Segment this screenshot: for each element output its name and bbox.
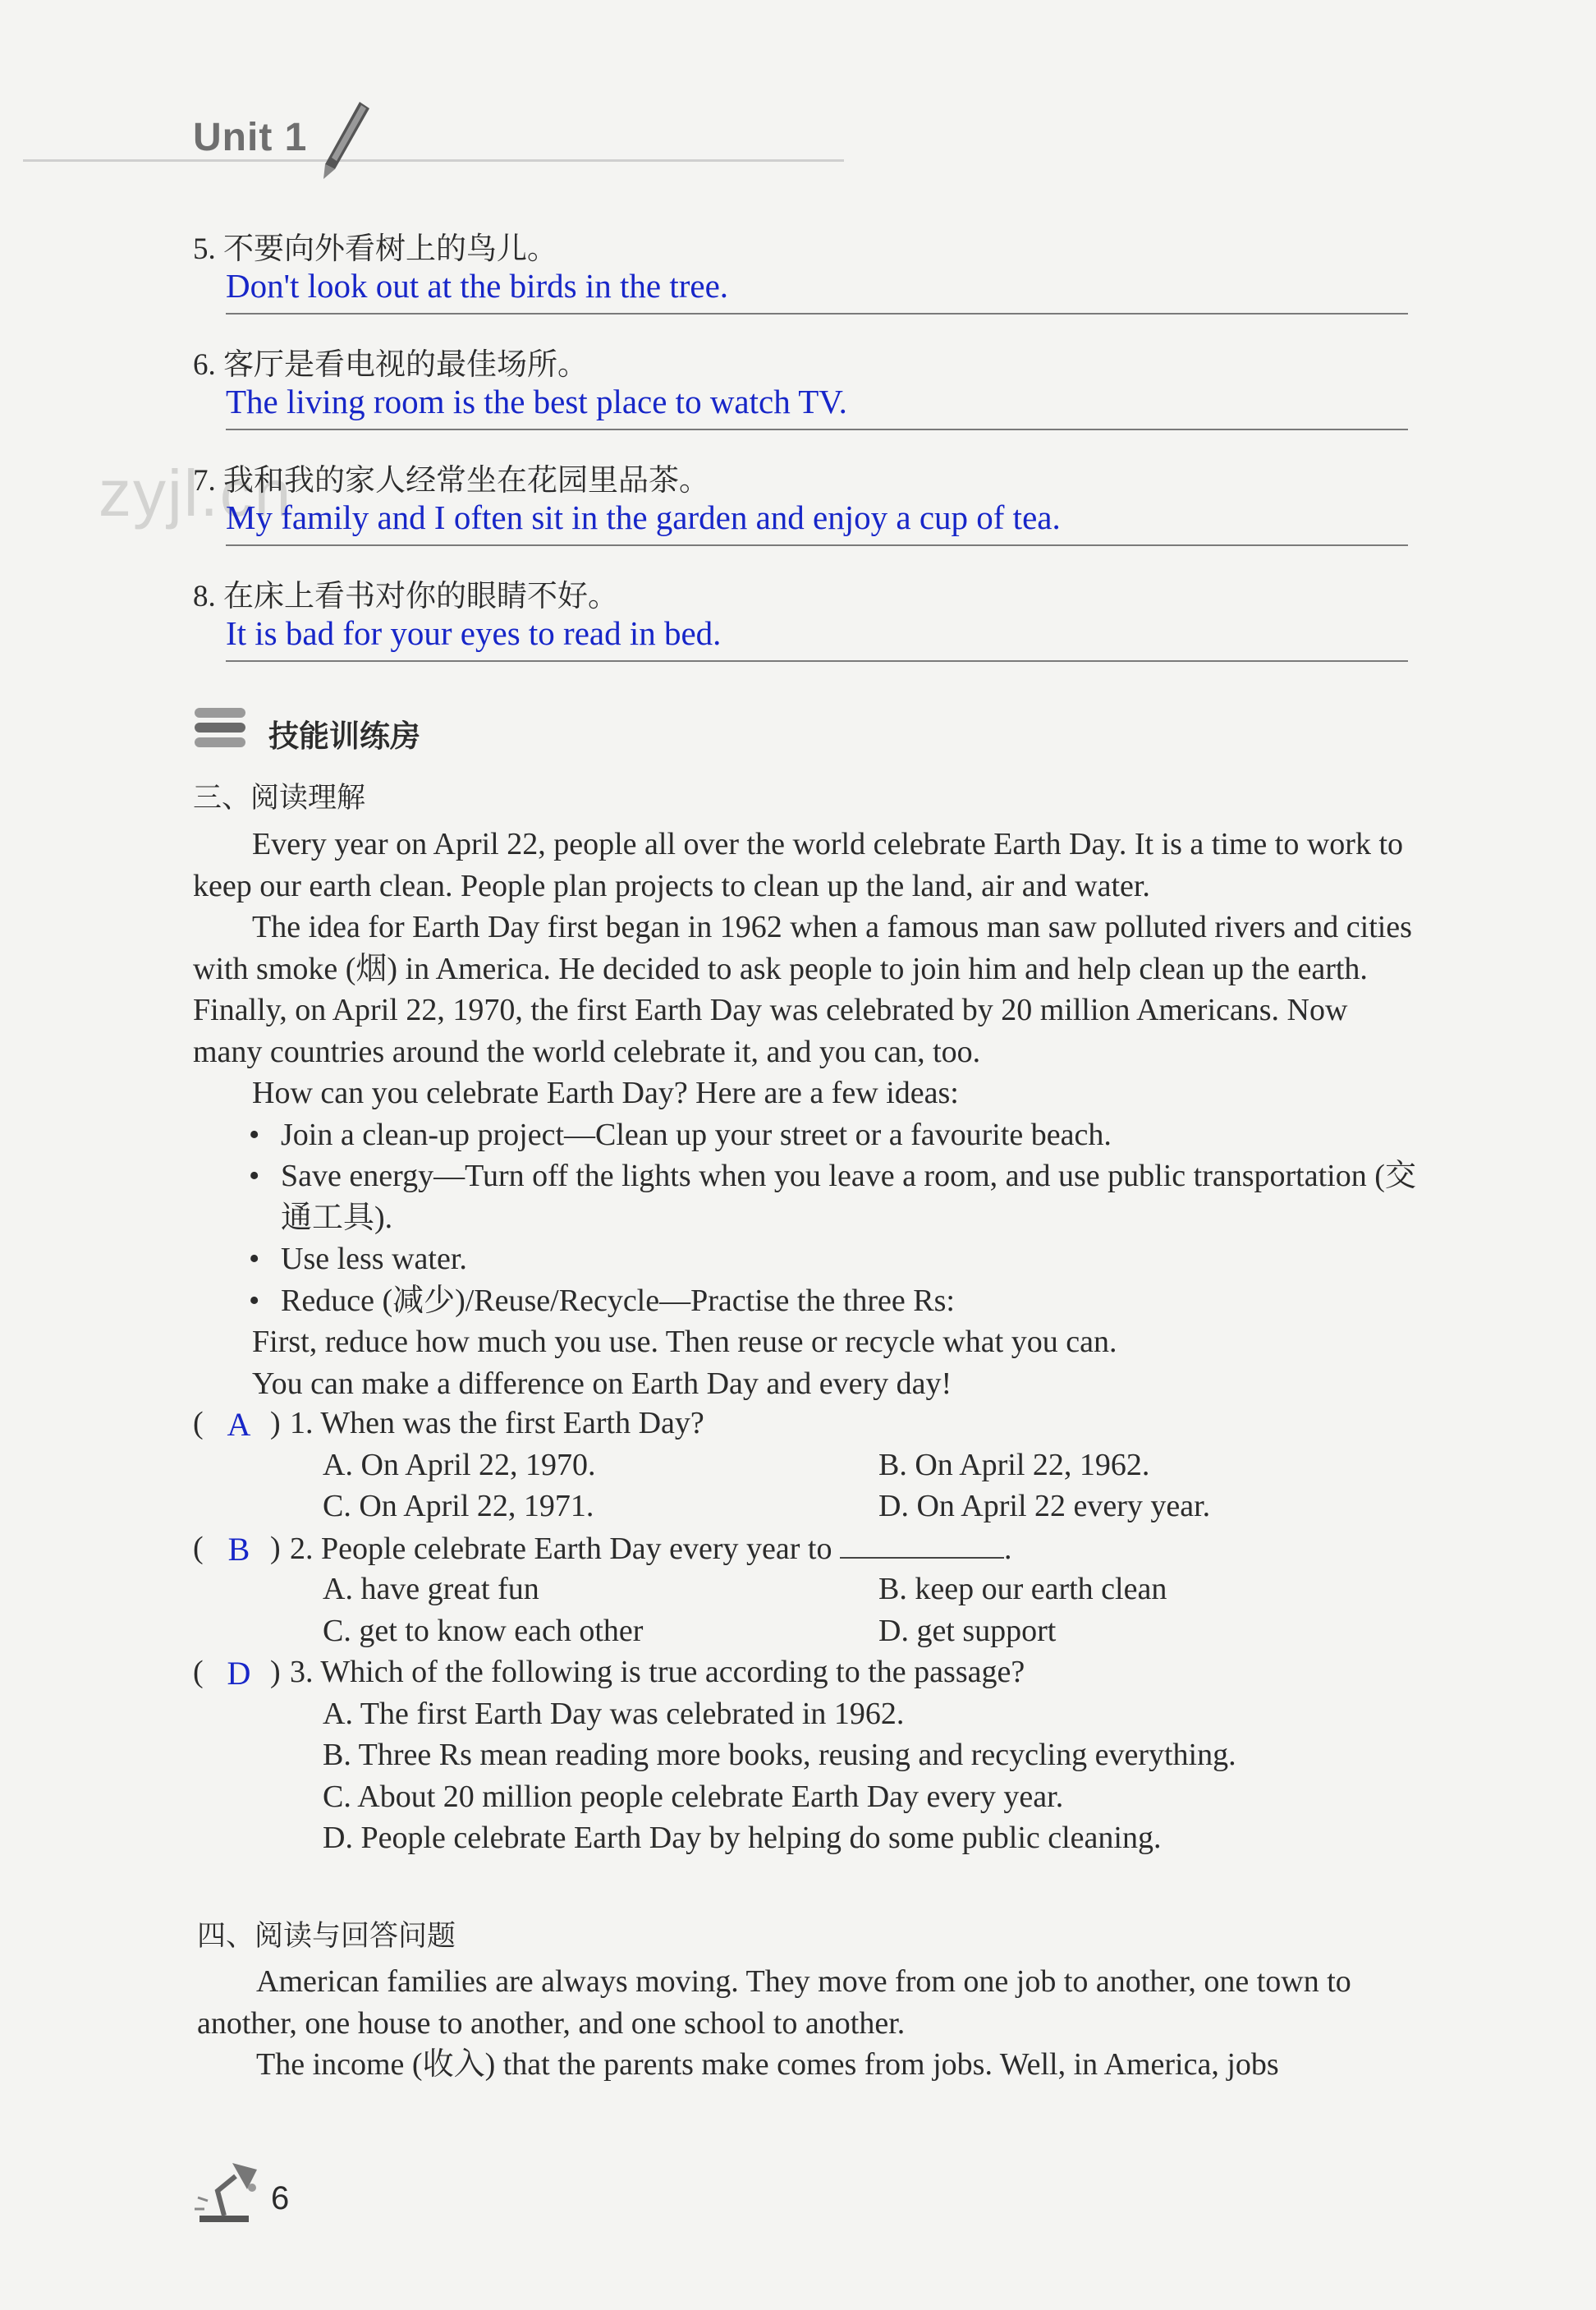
- header-rule: [23, 159, 844, 162]
- option: B. Three Rs mean reading more books, reusing and recycling everything.: [323, 1738, 1236, 1772]
- option: B. keep our earth clean: [878, 1572, 1167, 1606]
- bullet-icon: •: [249, 1117, 260, 1152]
- lamp-icon: [193, 2152, 267, 2230]
- translation-item: [193, 563, 1408, 678]
- list-item: • Use less water.: [193, 1238, 1424, 1280]
- translation-item: [193, 331, 1408, 447]
- bullet-icon: •: [249, 1242, 260, 1276]
- answer-choice: D: [227, 1655, 251, 1692]
- question-item: ( A ) 1. When was the first Earth Day? A. On April 22, 1970. B. On April 22, 1962. C. On April 22, 1971. D. On April 22 every year.: [193, 1403, 1424, 1527]
- translation-list: [193, 215, 1408, 678]
- answer-line: [226, 544, 1408, 546]
- question-list: [193, 1403, 1424, 1859]
- list-item: • Save energy—Turn off the lights when you leave a room, and use public transportation (交通工具).: [193, 1155, 1424, 1238]
- option: A. have great fun: [323, 1572, 539, 1606]
- option: C. On April 22, 1971.: [323, 1489, 594, 1523]
- reading-section-label: 三、阅读理解: [193, 782, 366, 815]
- list-item: • Join a clean-up project—Clean up your street or a favourite beach.: [193, 1114, 1424, 1156]
- translation-answer: My family and I often sit in the garden and enjoy a cup of tea.: [226, 498, 1061, 536]
- translation-item: [193, 215, 1408, 331]
- translation-question: 6. 客厅是看电视的最佳场所。: [193, 348, 588, 382]
- banner-title: 技能训练房: [268, 719, 420, 754]
- translation-answer: It is bad for your eyes to read in bed.: [226, 614, 722, 652]
- translation-answer: The living room is the best place to watch TV.: [226, 383, 847, 420]
- watermark: zyjl.cn: [99, 457, 293, 530]
- answer-line: [226, 313, 1408, 315]
- passage-closing: You can make a difference on Earth Day and every day!: [252, 1366, 952, 1401]
- answer-line: [226, 429, 1408, 430]
- pen-icon: [312, 99, 378, 185]
- option: A. The first Earth Day was celebrated in 1962.: [323, 1696, 905, 1731]
- passage-paragraph: How can you celebrate Earth Day? Here are a few ideas:: [252, 1076, 959, 1110]
- question-stem: 2. People celebrate Earth Day every year to: [290, 1531, 832, 1566]
- option: B. On April 22, 1962.: [878, 1447, 1150, 1482]
- unit-header: [0, 99, 1596, 172]
- option: D. On April 22 every year.: [878, 1489, 1211, 1523]
- answer-line: [226, 660, 1408, 662]
- reading-passage: [193, 824, 1424, 1404]
- translation-answer: Don't look out at the birds in the tree.: [226, 267, 729, 305]
- passage-paragraph: The income (收入) that the parents make comes from jobs. Well, in America, jobs: [256, 2047, 1279, 2082]
- question-item: ( D ) 3. Which of the following is true according to the passage? A. The first Earth Day was celebrated in 1962. B. Three Rs mean reading more books, reusing and recycling everything. C. About 20 million people celebrate Earth Day every year. D. People celebrate Earth Day by helping do some public cleaning.: [193, 1651, 1424, 1859]
- stacked-lines-icon: [193, 705, 250, 756]
- ideas-list: [193, 1114, 1424, 1322]
- bullet-icon: •: [249, 1159, 260, 1193]
- passage-paragraph: American families are always moving. They move from one job to another, one town to another, one house to another, and one school to another.: [197, 1964, 1351, 2041]
- translation-question: 7. 我和我的家人经常坐在花园里品茶。: [193, 464, 709, 498]
- option: D. get support: [878, 1613, 1057, 1648]
- reading2-section-label: 四、阅读与回答问题: [197, 1920, 456, 1953]
- question-item: ( B ) 2. People celebrate Earth Day every year to . A. have great fun B. keep our earth clean C. get to know each other D. get support: [193, 1527, 1424, 1652]
- option: A. On April 22, 1970.: [323, 1447, 596, 1482]
- translation-question: 8. 在床上看书对你的眼睛不好。: [193, 580, 618, 613]
- option: C. About 20 million people celebrate Earth Day every year.: [323, 1779, 1064, 1814]
- question-stem: 1. When was the first Earth Day?: [290, 1406, 704, 1440]
- list-item: • Reduce (减少)/Reuse/Recycle—Practise the three Rs:: [193, 1280, 1424, 1322]
- reading2-passage: [197, 1961, 1429, 2086]
- page-number: 6: [271, 2180, 290, 2216]
- translation-item: [193, 447, 1408, 563]
- passage-paragraph: Every year on April 22, people all over the world celebrate Earth Day. It is a time to work to keep our earth clean. People plan projects to clean up the land, air and water.: [193, 827, 1404, 903]
- translation-question: 5. 不要向外看树上的鸟儿。: [193, 232, 557, 266]
- option: D. People celebrate Earth Day by helping do some public cleaning.: [323, 1821, 1162, 1855]
- option: C. get to know each other: [323, 1613, 644, 1648]
- answer-choice: A: [227, 1406, 251, 1443]
- passage-paragraph: The idea for Earth Day first began in 1962 when a famous man saw polluted rivers and cities with smoke (烟) in America. He decided to ask people to join him and help clean up the earth. Finally, on April 22, 1970, the first Earth Day was celebrated by 20 million Americans. Now many countries around the world celebrate it, and you can, too.: [193, 910, 1412, 1069]
- answer-choice: B: [227, 1530, 250, 1568]
- bullet-icon: •: [249, 1283, 260, 1318]
- unit-title: Unit 1: [193, 116, 308, 159]
- fill-blank: [840, 1527, 1004, 1559]
- question-stem: 3. Which of the following is true according to the passage?: [290, 1655, 1025, 1689]
- passage-closing: First, reduce how much you use. Then reuse or recycle what you can.: [252, 1325, 1117, 1359]
